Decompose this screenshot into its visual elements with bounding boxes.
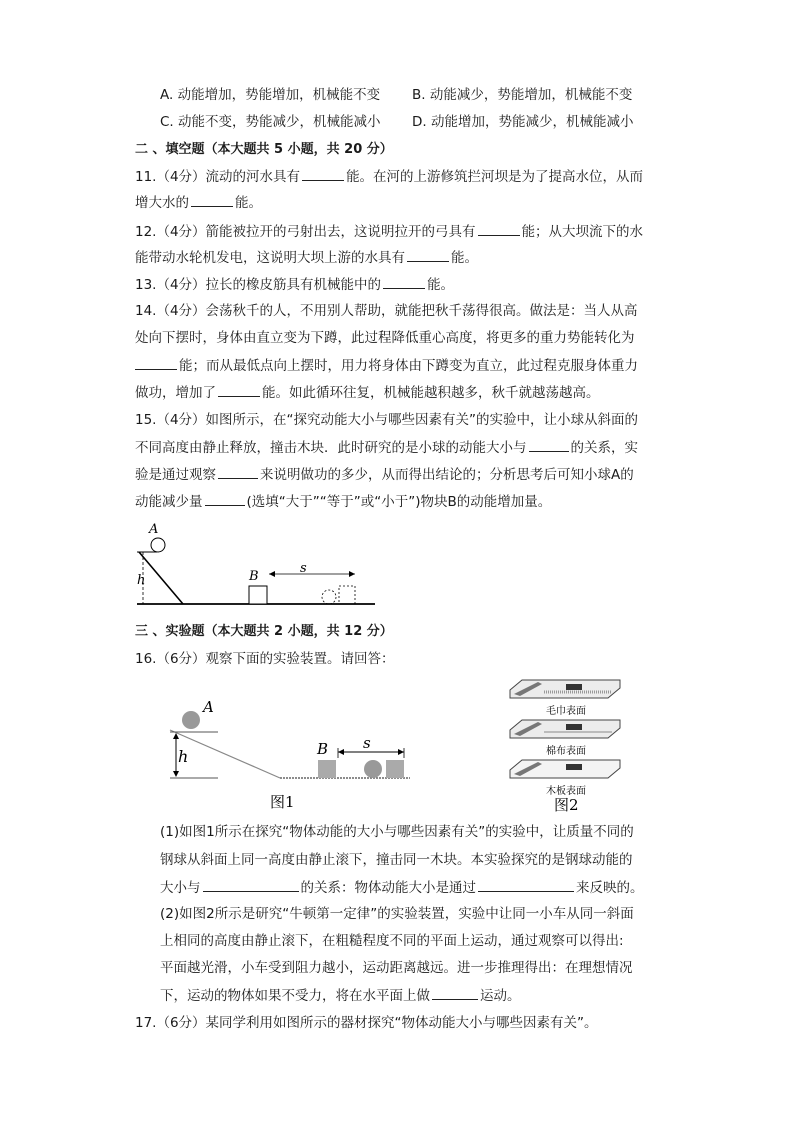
q15-text: 的关系，实 xyxy=(570,440,638,456)
q14-blank-1 xyxy=(135,356,177,370)
section-experiment-title: 三 、实验题（本大题共 2 小题，共 12 分） xyxy=(135,624,393,639)
ramp-line xyxy=(139,552,183,604)
label-s: s xyxy=(363,734,371,752)
surface-label-wood: 木板表面 xyxy=(546,786,586,797)
label-a: A xyxy=(203,698,214,716)
option-c: C. 动能不变，势能减少，机械能减小 xyxy=(160,114,381,130)
ball-moved xyxy=(364,760,382,778)
q12-text: 12.（4分）箭能被拉开的弓射出去，这说明拉开的弓具有 xyxy=(135,224,476,240)
label-b: B xyxy=(249,569,259,584)
question-14-line-2: 处向下摆时，身体由直立变为下蹲，此过程降低重心高度，将更多的重力势能转化为 xyxy=(135,330,635,346)
surface-label-towel: 毛巾表面 xyxy=(546,706,586,717)
q15-text: 动能减少量 xyxy=(135,494,203,510)
q11-text: 增大水的 xyxy=(135,195,189,211)
q11-blank-2 xyxy=(191,193,233,207)
label-h: h xyxy=(178,747,189,766)
q16-text: 来反映的。 xyxy=(576,880,644,896)
label-a: A xyxy=(149,522,159,537)
cart-icon xyxy=(566,724,582,730)
section-fill-blank-title: 二 、填空题（本大题共 5 小题，共 20 分） xyxy=(135,142,393,157)
arrow-right-icon xyxy=(398,749,404,755)
q12-text: 能；从大坝流下的水 xyxy=(521,224,644,240)
figure-1-caption: 图1 xyxy=(270,793,295,811)
q15-text: 来说明做功的多少，从而得出结论的；分析思考后可知小球A的 xyxy=(260,467,634,483)
q16-blank-3 xyxy=(432,986,478,1000)
question-11-line-2 xyxy=(135,193,262,212)
question-12-line-2 xyxy=(135,248,478,267)
block-b xyxy=(249,586,267,604)
figure-q15-ramp xyxy=(135,518,385,613)
question-12-line-1 xyxy=(135,222,643,241)
q12-text: 能。 xyxy=(451,250,478,266)
q15-blank-3 xyxy=(205,492,245,506)
question-15-line-2 xyxy=(135,438,638,457)
question-11-line-1 xyxy=(135,167,643,186)
q16-text: 运动。 xyxy=(480,988,521,1004)
q14-text: 能。如此循环往复，机械能越积越多，秋千就越荡越高。 xyxy=(262,385,600,401)
figure-1-ramp xyxy=(160,690,420,815)
question-15-line-3 xyxy=(135,465,634,484)
question-16-intro: 16.（6分）观察下面的实验装置。请回答： xyxy=(135,651,395,667)
ball-moved xyxy=(322,590,336,604)
surface-label-cotton: 棉布表面 xyxy=(546,746,586,757)
q16-part1-line-3 xyxy=(160,878,644,897)
q11-text: 能。在河的上游修筑拦河坝是为了提高水位，从而 xyxy=(346,169,644,185)
q13-text: 13.（4分）拉长的橡皮筋具有机械能中的 xyxy=(135,277,382,293)
q16-part2-line-1: (2)如图2所示是研究“牛顿第一定律”的实验装置，实验中让同一小车从同一斜面 xyxy=(160,906,634,922)
q11-text: 能。 xyxy=(235,195,262,211)
arrow-right-icon xyxy=(349,571,355,577)
q15-blank-1 xyxy=(529,438,569,452)
q16-part1-line-1: (1)如图1所示在探究“物体动能的大小与哪些因素有关”的实验中，让质量不同的 xyxy=(160,824,634,840)
ball-a xyxy=(151,538,165,552)
q16-blank-1 xyxy=(203,878,299,892)
arrow-left-icon xyxy=(338,749,344,755)
label-b: B xyxy=(317,740,329,758)
cart-icon xyxy=(566,764,582,770)
board-cotton xyxy=(510,720,620,757)
q14-text: 做功，增加了 xyxy=(135,385,216,401)
question-14-line-4 xyxy=(135,383,600,402)
question-14-line-3 xyxy=(135,356,638,375)
q13-blank xyxy=(383,275,425,289)
option-d: D. 动能增加，势能减少，机械能减小 xyxy=(412,114,634,130)
question-15-line-4 xyxy=(135,492,551,511)
q15-text: 不同高度由静止释放，撞击木块．此时研究的是小球的动能大小与 xyxy=(135,440,527,456)
arrow-down-icon xyxy=(173,771,179,777)
q16-text: 的关系：物体动能大小是通过 xyxy=(300,880,476,896)
ball-a xyxy=(182,711,200,729)
q16-text: 大小与 xyxy=(160,880,201,896)
q14-text: 能；而从最低点向上摆时，用力将身体由下蹲变为直立，此过程克服身体重力 xyxy=(179,358,638,374)
q16-part2-line-3: 平面越光滑，小车受到阻力越小，运动距离越远。进一步推理得出：在理想情况 xyxy=(160,960,633,976)
figure-2-surfaces xyxy=(508,676,628,814)
q16-part2-line-2: 上相同的高度由静止滚下，在粗糙程度不同的平面上运动，通过观察可以得出: xyxy=(160,933,624,949)
q16-text: 下，运动的物体如果不受力，将在水平面上做 xyxy=(160,988,430,1004)
figure-2-caption: 图2 xyxy=(554,796,579,814)
q16-part1-line-2: 钢球从斜面上同一高度由静止滚下，撞击同一木块。本实验探究的是钢球动能的 xyxy=(160,852,633,868)
question-17: 17.（6分）某同学利用如图所示的器材探究“物体动能大小与哪些因素有关”。 xyxy=(135,1015,598,1031)
option-a: A. 动能增加，势能增加，机械能不变 xyxy=(160,87,381,103)
label-h: h xyxy=(137,573,146,588)
q15-text: (选填“大于”“等于”或“小于”)物块B的动能增加量。 xyxy=(246,494,552,510)
q11-blank-1 xyxy=(302,167,344,181)
block-b-moved xyxy=(386,760,404,778)
cart-icon xyxy=(566,684,582,690)
option-b: B. 动能减少，势能增加，机械能不变 xyxy=(412,87,633,103)
q11-text: 11.（4分）流动的河水具有 xyxy=(135,169,301,185)
q15-text: 验是通过观察 xyxy=(135,467,216,483)
question-13 xyxy=(135,275,454,294)
arrow-left-icon xyxy=(269,571,275,577)
q16-part2-line-4 xyxy=(160,986,521,1005)
question-14-line-1: 14.（4分）会荡秋千的人，不用别人帮助，就能把秋千荡得很高。做法是：当人从高 xyxy=(135,303,638,319)
q15-blank-2 xyxy=(218,465,258,479)
block-b-moved xyxy=(339,586,355,604)
q12-blank-2 xyxy=(407,248,449,262)
q16-blank-2 xyxy=(478,878,574,892)
q12-blank-1 xyxy=(478,222,520,236)
q12-text: 能带动水轮机发电，这说明大坝上游的水具有 xyxy=(135,250,405,266)
block-b xyxy=(318,760,336,778)
label-s: s xyxy=(300,561,307,576)
board-wood xyxy=(510,760,620,797)
q13-text: 能。 xyxy=(427,277,455,293)
board-towel xyxy=(510,680,620,717)
q14-blank-2 xyxy=(218,383,260,397)
question-15-line-1: 15.（4分）如图所示，在“探究动能大小与哪些因素有关”的实验中，让小球从斜面的 xyxy=(135,412,639,428)
